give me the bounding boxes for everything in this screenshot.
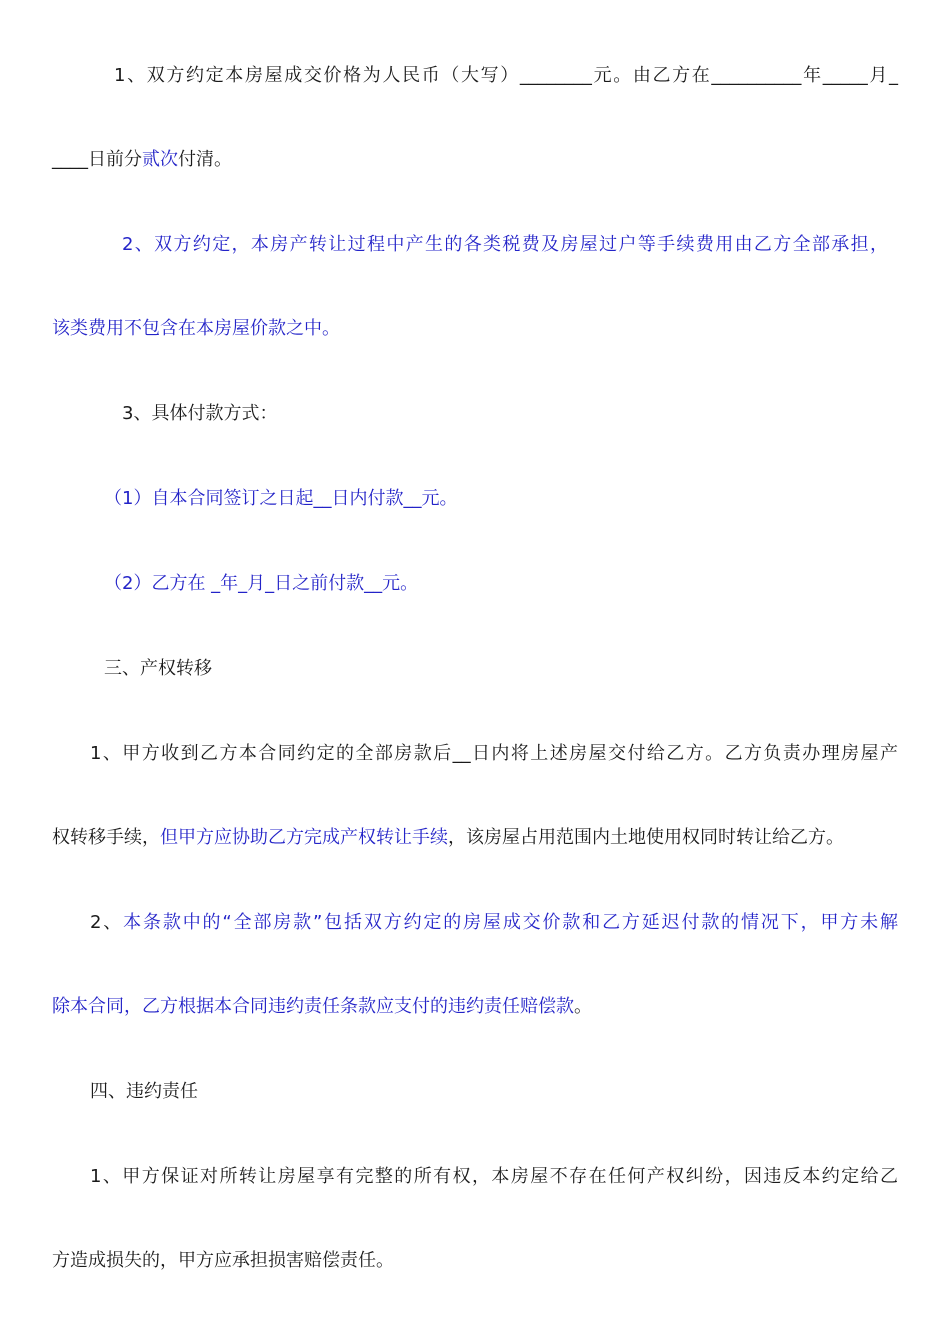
transfer-clause-line-2 [52,826,898,850]
section-heading-property-transfer [104,657,950,681]
transfer-procedure-text: 权转移手续， [52,827,160,848]
fees-clause-text: 2、双方约定，本房产转让过程中产生的各类税费及房屋过户等手续费用由乙方全部承担， [122,234,888,255]
price-clause-line-2 [52,148,898,172]
period-mark: 。 [574,996,592,1017]
payment-item-1 [104,487,950,511]
installments-count: 贰次 [142,149,178,170]
payment-item-1-text: （1）自本合同签订之日起__日内付款__元。 [104,488,458,509]
full-payment-clause-line-2 [52,995,898,1019]
payment-item-2-text: （2）乙方在 _年_月_日之前付款__元。 [104,573,419,594]
payment-deadline-text: ____日前分 [52,149,142,170]
liability-clause-line-2 [52,1249,898,1273]
liability-clause-line-1 [90,1165,898,1189]
liability-clause-text: 1、甲方保证对所转让房屋享有完整的所有权，本房屋不存在任何产权纠纷，因违反本约定给乙 [90,1166,898,1187]
fees-clause-line-1 [122,233,888,257]
full-payment-clause-line-1 [90,911,898,935]
payment-method-text: 3、具体付款方式： [122,403,278,424]
payment-method-heading [122,402,950,426]
payment-item-2 [104,572,950,596]
section-heading-liability [90,1080,936,1104]
transfer-clause-line-1 [90,742,898,766]
seller-assist-text: 但甲方应协助乙方完成产权转让手续 [160,827,448,848]
price-clause-line-1 [114,64,898,88]
fees-clause-line-2 [52,317,898,341]
land-use-right-text: ，该房屋占用范围内土地使用权同时转让给乙方。 [448,827,844,848]
section-heading-text: 三、产权转移 [104,658,212,679]
damages-text: 方造成损失的，甲方应承担损害赔偿责任。 [52,1250,394,1271]
compensation-text: 除本合同，乙方根据本合同违约责任条款应支付的违约责任赔偿款 [52,996,574,1017]
fees-exclusion-text: 该类费用不包含在本房屋价款之中。 [52,318,340,339]
price-clause-text: 1、双方约定本房屋成交价格为人民币（大写）________元。由乙方在__________年_____月_ [114,65,898,86]
liability-heading-text: 四、违约责任 [90,1081,198,1102]
paid-off-text: 付清。 [178,149,232,170]
transfer-clause-text: 1、甲方收到乙方本合同约定的全部房款后__日内将上述房屋交付给乙方。乙方负责办理房屋产 [90,743,898,764]
full-payment-definition-text: 本条款中的“全部房款”包括双方约定的房屋成交价款和乙方延迟付款的情况下，甲方未解 [123,912,898,933]
clause-number: 2、 [90,912,124,933]
